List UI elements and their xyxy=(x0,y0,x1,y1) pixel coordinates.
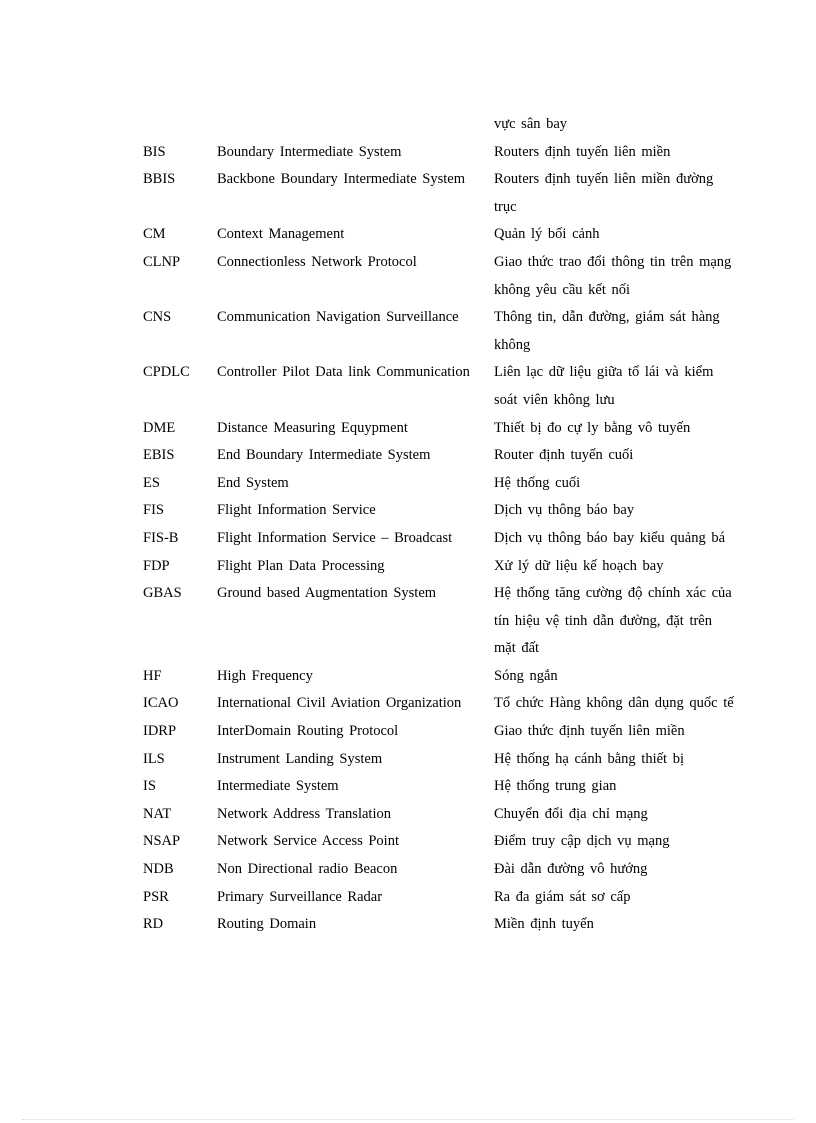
abbreviation: PSR xyxy=(143,888,169,905)
glossary-row xyxy=(143,718,743,746)
english-term: InterDomain Routing Protocol xyxy=(217,723,399,740)
vietnamese-meaning: Hệ thống trung gian xyxy=(494,778,617,795)
vietnamese-meaning: Quản lý bối cảnh xyxy=(494,226,600,243)
english-term: Non Directional radio Beacon xyxy=(217,861,398,878)
abbreviation: ILS xyxy=(143,750,165,767)
vietnamese-meaning: Routers định tuyến liên miền xyxy=(494,143,671,160)
vietnamese-meaning: Tổ chức Hàng không dân dụng quốc tế xyxy=(494,695,734,712)
abbreviation: NAT xyxy=(143,805,172,822)
glossary-continuation-row xyxy=(143,111,743,139)
glossary-row xyxy=(143,139,743,167)
english-term: Boundary Intermediate System xyxy=(217,143,402,160)
vietnamese-meaning: Hệ thống hạ cánh bằng thiết bị xyxy=(494,750,684,767)
vietnamese-meaning: Routers định tuyến liên miền đường trục xyxy=(494,171,714,215)
glossary-row xyxy=(143,553,743,581)
glossary-row xyxy=(143,746,743,774)
glossary-row xyxy=(143,690,743,718)
abbreviation: DME xyxy=(143,419,176,436)
abbreviation: CM xyxy=(143,226,166,243)
english-term: Intermediate System xyxy=(217,778,339,795)
glossary-row xyxy=(143,166,743,221)
english-term: Connectionless Network Protocol xyxy=(217,253,417,270)
english-term: Context Management xyxy=(217,226,345,243)
vietnamese-meaning: Hệ thống tăng cường độ chính xác của tín hiệu vệ tinh dẫn đường, đặt trên mặt đất xyxy=(494,585,732,657)
glossary-row xyxy=(143,580,743,663)
glossary-row xyxy=(143,663,743,691)
vietnamese-meaning: Thiết bị đo cự ly bằng vô tuyến xyxy=(494,419,691,436)
vietnamese-meaning: Router định tuyến cuối xyxy=(494,447,634,464)
continuation-text: vực sân bay xyxy=(494,116,568,132)
vietnamese-meaning: Ra đa giám sát sơ cấp xyxy=(494,888,631,905)
glossary-row xyxy=(143,304,743,359)
glossary-row xyxy=(143,911,743,939)
vietnamese-meaning: Điểm truy cập dịch vụ mạng xyxy=(494,833,670,850)
glossary-row xyxy=(143,884,743,912)
abbreviation: NDB xyxy=(143,861,174,878)
abbreviation: IDRP xyxy=(143,723,177,740)
glossary-row xyxy=(143,359,743,414)
abbreviation: CLNP xyxy=(143,253,181,270)
abbreviation: NSAP xyxy=(143,833,181,850)
abbreviation: FDP xyxy=(143,557,170,574)
english-term: Network Address Translation xyxy=(217,805,391,822)
abbreviation: FIS-B xyxy=(143,529,179,546)
vietnamese-meaning: Miền định tuyến xyxy=(494,916,594,933)
abbreviation: EBIS xyxy=(143,447,175,464)
glossary-row xyxy=(143,828,743,856)
glossary-row xyxy=(143,470,743,498)
abbreviation: RD xyxy=(143,916,164,933)
abbreviation: IS xyxy=(143,778,156,795)
page-bottom-rule xyxy=(22,1119,794,1120)
glossary-row xyxy=(143,856,743,884)
glossary-row xyxy=(143,525,743,553)
abbreviation-glossary xyxy=(143,111,743,939)
english-term: Routing Domain xyxy=(217,916,317,933)
english-term: End System xyxy=(217,474,289,491)
vietnamese-meaning: Đài dẫn đường vô hướng xyxy=(494,861,648,878)
abbreviation: BBIS xyxy=(143,171,176,188)
abbreviation: ES xyxy=(143,474,160,491)
glossary-row xyxy=(143,221,743,249)
english-term: High Frequency xyxy=(217,667,313,684)
english-term: International Civil Aviation Organization xyxy=(217,695,462,712)
vietnamese-meaning: Giao thức trao đổi thông tin trên mạng không yêu cầu kết nối xyxy=(494,253,732,298)
glossary-row xyxy=(143,497,743,525)
abbreviation: CPDLC xyxy=(143,364,190,381)
abbreviation: FIS xyxy=(143,502,164,519)
abbreviation: CNS xyxy=(143,309,172,326)
english-term: Controller Pilot Data link Communication xyxy=(217,364,470,381)
english-term: Network Service Access Point xyxy=(217,833,399,850)
vietnamese-meaning: Dịch vụ thông báo bay xyxy=(494,502,635,519)
vietnamese-meaning: Dịch vụ thông báo bay kiểu quảng bá xyxy=(494,529,726,546)
glossary-row xyxy=(143,442,743,470)
english-term: Primary Surveillance Radar xyxy=(217,888,383,905)
vietnamese-meaning: Thông tin, dẫn đường, giám sát hàng không xyxy=(494,309,720,353)
glossary-row xyxy=(143,801,743,829)
vietnamese-meaning: Sóng ngắn xyxy=(494,667,558,684)
vietnamese-meaning: Giao thức định tuyến liên miền xyxy=(494,723,685,740)
glossary-rows xyxy=(143,139,743,939)
vietnamese-meaning: Liên lạc dữ liệu giữa tổ lái và kiểm soát viên không lưu xyxy=(494,364,714,408)
glossary-row xyxy=(143,773,743,801)
glossary-row xyxy=(143,415,743,443)
abbreviation: GBAS xyxy=(143,585,182,602)
english-term: Ground based Augmentation System xyxy=(217,585,437,602)
abbreviation: ICAO xyxy=(143,695,179,712)
english-term: Instrument Landing System xyxy=(217,750,383,767)
glossary-row xyxy=(143,249,743,304)
vietnamese-meaning: Hệ thống cuối xyxy=(494,474,581,491)
vietnamese-meaning: Xử lý dữ liệu kế hoạch bay xyxy=(494,557,664,574)
abbreviation: HF xyxy=(143,667,162,684)
english-term: Flight Plan Data Processing xyxy=(217,557,385,574)
english-term: Communication Navigation Surveillance xyxy=(217,309,459,326)
english-term: Flight Information Service xyxy=(217,502,376,519)
english-term: Distance Measuring Equypment xyxy=(217,419,408,436)
english-term: Flight Information Service – Broadcast xyxy=(217,529,453,546)
abbreviation: BIS xyxy=(143,143,166,160)
english-term: End Boundary Intermediate System xyxy=(217,447,431,464)
english-term: Backbone Boundary Intermediate System xyxy=(217,171,466,188)
vietnamese-meaning: Chuyển đổi địa chỉ mạng xyxy=(494,805,648,822)
